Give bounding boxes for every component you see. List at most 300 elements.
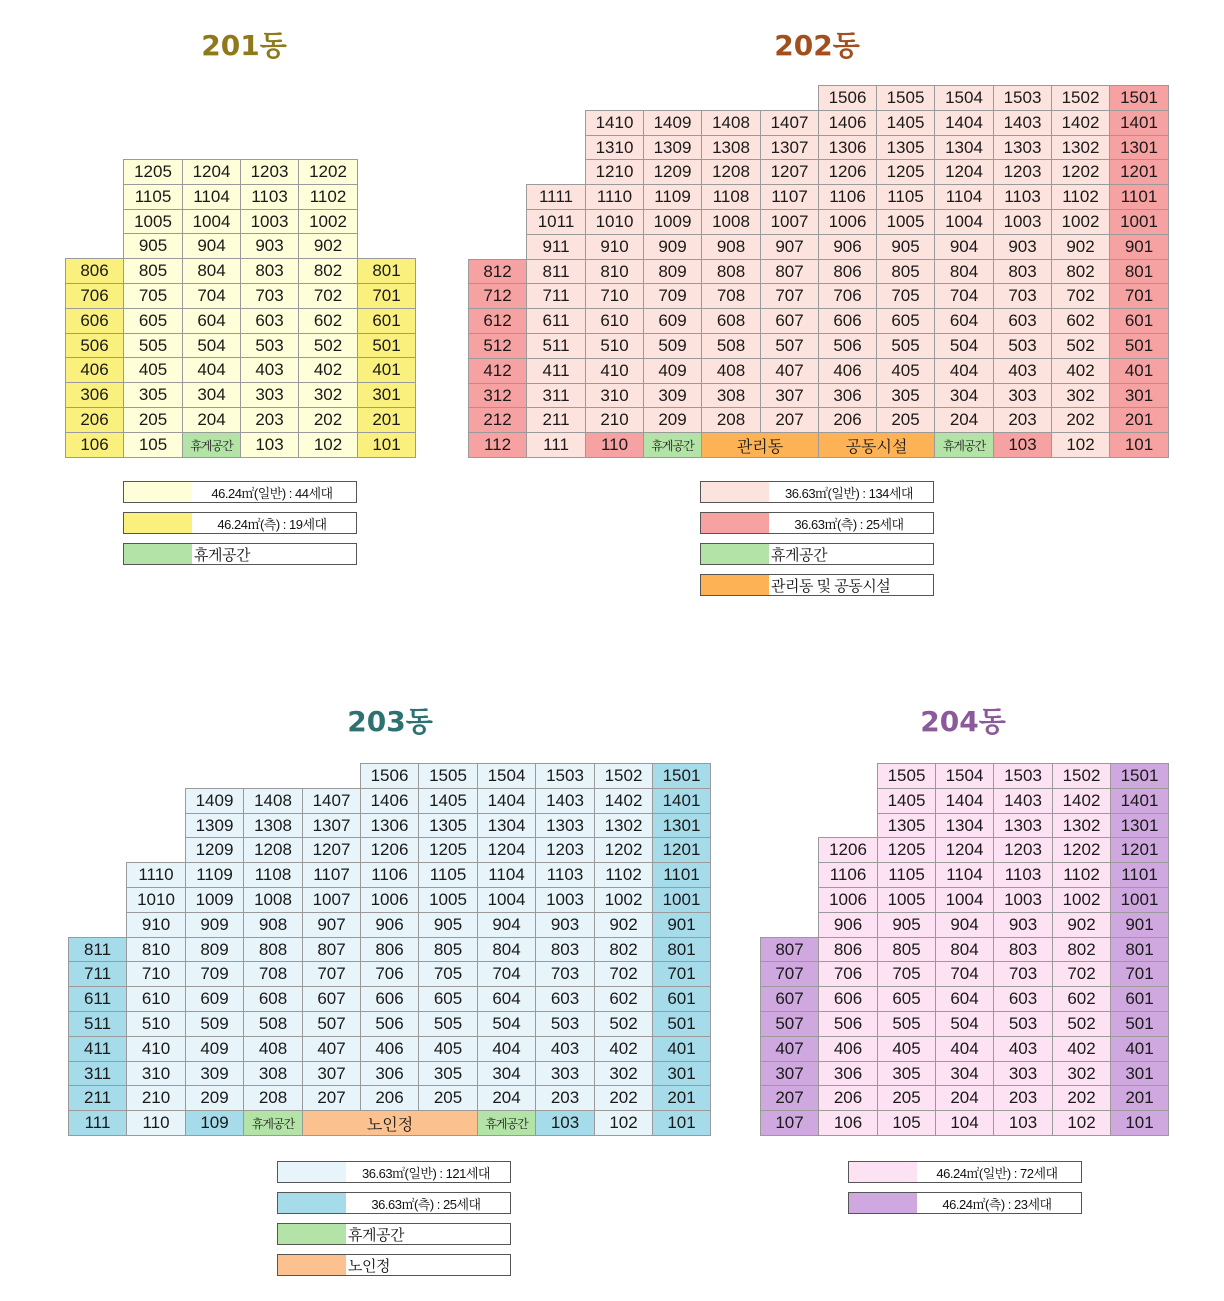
unit-cell: 412: [468, 358, 527, 384]
unit-cell: 1210: [585, 159, 644, 185]
unit-cell: 1006: [360, 887, 419, 913]
unit-cell: 803: [535, 937, 595, 962]
unit-cell: 1203: [993, 837, 1053, 863]
unit-cell: 1206: [360, 837, 419, 863]
unit-cell: 102: [594, 1110, 653, 1136]
unit-cell: 1501: [1110, 763, 1169, 789]
unit-cell: 1402: [594, 788, 653, 814]
unit-cell: 1403: [993, 110, 1052, 136]
unit-cell: 602: [298, 308, 358, 334]
unit-cell: 111: [526, 432, 586, 458]
unit-cell: 1505: [418, 763, 478, 789]
unit-cell: 607: [760, 986, 819, 1012]
unit-cell: 708: [243, 961, 303, 987]
legend-item: [277, 1223, 511, 1245]
unit-cell: 1110: [585, 184, 644, 210]
unit-cell: 403: [240, 357, 299, 383]
unit-cell: 801: [652, 937, 711, 962]
unit-cell: 1103: [993, 184, 1052, 210]
unit-cell: 1403: [535, 788, 595, 814]
unit-cell: 309: [185, 1061, 244, 1086]
unit-cell: 905: [123, 233, 183, 259]
unit-cell: 1005: [877, 887, 936, 913]
unit-cell: 1206: [818, 837, 878, 863]
unit-cell: 704: [935, 961, 994, 987]
unit-cell: 712: [468, 283, 527, 309]
legend-swatch: [701, 575, 769, 595]
unit-cell: 1203: [993, 159, 1052, 185]
unit-cell: 902: [298, 233, 358, 259]
unit-cell: 306: [818, 383, 877, 408]
unit-cell: 105: [123, 432, 183, 458]
unit-cell: 204: [182, 407, 241, 433]
unit-cell: 210: [126, 1085, 186, 1111]
unit-cell: 403: [993, 358, 1052, 384]
unit-cell: 301: [1110, 1061, 1169, 1086]
unit-cell: 402: [1051, 358, 1110, 384]
unit-cell: 801: [1110, 937, 1169, 962]
unit-cell: 602: [1052, 986, 1111, 1012]
unit-cell: 403: [535, 1036, 595, 1062]
unit-cell: 807: [760, 937, 819, 962]
unit-cell: 303: [993, 383, 1052, 408]
unit-cell: 902: [1052, 912, 1111, 938]
unit-cell: 1303: [993, 135, 1052, 160]
unit-cell: 908: [243, 912, 303, 938]
unit-cell: 602: [1051, 308, 1110, 334]
unit-cell: 1009: [185, 887, 244, 913]
unit-cell: 509: [185, 1011, 244, 1037]
unit-cell: 106: [818, 1110, 878, 1136]
unit-cell: 404: [934, 358, 994, 384]
unit-cell: 204: [477, 1085, 536, 1111]
unit-cell: 1505: [876, 85, 935, 111]
facility-cell: 공동시설: [818, 432, 935, 458]
legend-label: 46.24㎡(측) : 23세대: [942, 1196, 1052, 1212]
unit-cell: 1408: [243, 788, 303, 814]
unit-cell: 702: [1051, 283, 1110, 309]
unit-cell: 409: [643, 358, 702, 384]
unit-cell: 805: [876, 259, 935, 284]
legend-swatch: [701, 544, 769, 564]
unit-cell: 508: [243, 1011, 303, 1037]
unit-cell: 307: [760, 383, 819, 408]
unit-cell: 706: [818, 961, 878, 987]
unit-cell: 207: [760, 407, 819, 433]
unit-cell: 404: [477, 1036, 536, 1062]
unit-cell: 1203: [240, 159, 299, 185]
unit-cell: 807: [302, 937, 361, 962]
unit-cell: 510: [126, 1011, 186, 1037]
unit-cell: 1307: [760, 135, 819, 160]
unit-cell: 1502: [594, 763, 653, 789]
unit-cell: 1303: [993, 813, 1053, 838]
unit-cell: 905: [876, 234, 935, 260]
unit-cell: 103: [240, 432, 299, 458]
unit-cell: 1103: [993, 862, 1053, 888]
unit-cell: 1204: [477, 837, 536, 863]
unit-cell: 704: [934, 283, 994, 309]
unit-cell: 1209: [643, 159, 702, 185]
unit-cell: 707: [760, 961, 819, 987]
unit-cell: 1102: [594, 862, 653, 888]
unit-cell: 1306: [818, 135, 877, 160]
unit-cell: 302: [1052, 1061, 1111, 1086]
unit-cell: 901: [652, 912, 711, 938]
unit-cell: 1501: [652, 763, 711, 789]
unit-cell: 102: [1051, 432, 1110, 458]
unit-cell: 906: [818, 912, 878, 938]
unit-cell: 503: [535, 1011, 595, 1037]
unit-cell: 502: [1052, 1011, 1111, 1037]
unit-cell: 404: [935, 1036, 994, 1062]
unit-cell: 206: [65, 407, 124, 433]
legend-item: [848, 1161, 1082, 1183]
unit-cell: 1011: [526, 209, 586, 235]
unit-cell: 609: [643, 308, 702, 334]
unit-cell: 1405: [876, 110, 935, 136]
unit-cell: 1104: [935, 862, 994, 888]
legend-swatch: [124, 482, 192, 502]
unit-cell: 1106: [818, 862, 878, 888]
unit-cell: 1404: [934, 110, 994, 136]
unit-cell: 501: [1110, 1011, 1169, 1037]
legend-label: 관리동 및 공동시설: [771, 577, 891, 595]
unit-cell: 101: [652, 1110, 711, 1136]
unit-cell: 1502: [1051, 85, 1110, 111]
unit-cell: 808: [243, 937, 303, 962]
unit-cell: 904: [477, 912, 536, 938]
building-201-title: 201동: [201, 29, 287, 62]
unit-cell: 503: [993, 333, 1052, 359]
unit-cell: 705: [877, 961, 936, 987]
unit-cell: 1504: [934, 85, 994, 111]
unit-cell: 604: [477, 986, 536, 1012]
unit-cell: 207: [302, 1085, 361, 1111]
unit-cell: 1503: [993, 85, 1052, 111]
unit-cell: 1105: [418, 862, 478, 888]
unit-cell: 901: [1110, 912, 1169, 938]
unit-cell: 401: [1109, 358, 1169, 384]
unit-cell: 104: [935, 1110, 994, 1136]
unit-cell: 812: [468, 259, 527, 284]
unit-cell: 1007: [760, 209, 819, 235]
unit-cell: 410: [126, 1036, 186, 1062]
unit-cell: 203: [240, 407, 299, 433]
unit-cell: 802: [1052, 937, 1111, 962]
unit-cell: 505: [418, 1011, 478, 1037]
unit-cell: 303: [993, 1061, 1053, 1086]
unit-cell: 304: [477, 1061, 536, 1086]
unit-cell: 704: [477, 961, 536, 987]
unit-cell: 1307: [302, 813, 361, 838]
unit-cell: 211: [68, 1085, 127, 1111]
unit-cell: 401: [357, 357, 416, 383]
unit-cell: 1006: [818, 887, 878, 913]
unit-cell: 606: [818, 308, 877, 334]
unit-cell: 1001: [1110, 887, 1169, 913]
unit-cell: 809: [185, 937, 244, 962]
unit-cell: 201: [1110, 1085, 1169, 1111]
unit-cell: 201: [652, 1085, 711, 1111]
legend-swatch: [124, 544, 192, 564]
unit-cell: 604: [934, 308, 994, 334]
unit-cell: 1304: [935, 813, 994, 838]
unit-cell: 501: [357, 333, 416, 358]
unit-cell: 1202: [1051, 159, 1110, 185]
unit-cell: 1002: [1052, 887, 1111, 913]
unit-cell: 411: [68, 1036, 127, 1062]
unit-cell: 710: [126, 961, 186, 987]
unit-cell: 312: [468, 383, 527, 408]
unit-cell: 310: [126, 1061, 186, 1086]
unit-cell: 609: [185, 986, 244, 1012]
unit-cell: 910: [585, 234, 644, 260]
legend-item: [277, 1254, 511, 1276]
unit-cell: 711: [68, 961, 127, 987]
unit-cell: 301: [1109, 383, 1169, 408]
unit-cell: 405: [876, 358, 935, 384]
unit-cell: 804: [477, 937, 536, 962]
building-202-title: 202동: [774, 29, 860, 62]
unit-cell: 1403: [993, 788, 1053, 814]
facility-cell: 휴게공간: [934, 432, 994, 458]
unit-cell: 1409: [643, 110, 702, 136]
unit-cell: 702: [594, 961, 653, 987]
unit-cell: 903: [535, 912, 595, 938]
unit-cell: 806: [818, 937, 878, 962]
unit-cell: 808: [701, 259, 761, 284]
unit-cell: 706: [65, 283, 124, 309]
unit-cell: 902: [594, 912, 653, 938]
unit-cell: 1108: [243, 862, 303, 888]
unit-cell: 505: [876, 333, 935, 359]
unit-cell: 206: [818, 407, 877, 433]
unit-cell: 804: [182, 258, 241, 284]
unit-cell: 107: [760, 1110, 819, 1136]
unit-cell: 1105: [877, 862, 936, 888]
facility-cell: 휴게공간: [243, 1110, 303, 1136]
unit-cell: 505: [123, 333, 183, 358]
unit-cell: 604: [935, 986, 994, 1012]
unit-cell: 903: [240, 233, 299, 259]
unit-cell: 1304: [934, 135, 994, 160]
unit-cell: 1504: [935, 763, 994, 789]
unit-cell: 406: [818, 358, 877, 384]
unit-cell: 402: [594, 1036, 653, 1062]
unit-cell: 306: [65, 382, 124, 408]
unit-cell: 1302: [1051, 135, 1110, 160]
unit-cell: 605: [877, 986, 936, 1012]
unit-cell: 407: [302, 1036, 361, 1062]
unit-cell: 209: [643, 407, 702, 433]
unit-cell: 803: [993, 259, 1052, 284]
unit-cell: 601: [1110, 986, 1169, 1012]
unit-cell: 509: [643, 333, 702, 359]
unit-cell: 909: [185, 912, 244, 938]
unit-cell: 508: [701, 333, 761, 359]
unit-cell: 703: [993, 283, 1052, 309]
legend-label: 46.24㎡(일반) : 72세대: [936, 1165, 1058, 1181]
unit-cell: 805: [877, 937, 936, 962]
unit-cell: 1008: [243, 887, 303, 913]
unit-cell: 1105: [123, 184, 183, 210]
unit-cell: 706: [818, 283, 877, 309]
unit-cell: 709: [643, 283, 702, 309]
unit-cell: 1010: [126, 887, 186, 913]
unit-cell: 203: [993, 407, 1052, 433]
unit-cell: 1309: [643, 135, 702, 160]
unit-cell: 610: [126, 986, 186, 1012]
unit-cell: 1401: [1110, 788, 1169, 814]
unit-cell: 711: [526, 283, 586, 309]
unit-cell: 1108: [701, 184, 761, 210]
unit-cell: 211: [526, 407, 586, 433]
unit-cell: 1503: [535, 763, 595, 789]
unit-cell: 407: [760, 358, 819, 384]
unit-cell: 806: [360, 937, 419, 962]
unit-cell: 1503: [993, 763, 1053, 789]
unit-cell: 710: [585, 283, 644, 309]
legend-swatch: [278, 1162, 346, 1182]
unit-cell: 207: [760, 1085, 819, 1111]
unit-cell: 908: [701, 234, 761, 260]
unit-cell: 201: [1109, 407, 1169, 433]
unit-cell: 511: [526, 333, 586, 359]
unit-cell: 1101: [1109, 184, 1169, 210]
unit-cell: 1308: [243, 813, 303, 838]
unit-cell: 411: [526, 358, 586, 384]
unit-cell: 502: [1051, 333, 1110, 359]
unit-cell: 1104: [477, 862, 536, 888]
unit-cell: 607: [760, 308, 819, 334]
unit-cell: 1004: [182, 209, 241, 234]
unit-cell: 1402: [1051, 110, 1110, 136]
unit-cell: 1208: [701, 159, 761, 185]
unit-cell: 305: [876, 383, 935, 408]
unit-cell: 405: [418, 1036, 478, 1062]
unit-cell: 803: [240, 258, 299, 284]
unit-cell: 1010: [585, 209, 644, 235]
unit-cell: 810: [126, 937, 186, 962]
unit-cell: 504: [477, 1011, 536, 1037]
unit-cell: 1103: [240, 184, 299, 210]
unit-cell: 1002: [594, 887, 653, 913]
unit-cell: 603: [240, 308, 299, 334]
unit-cell: 501: [652, 1011, 711, 1037]
unit-cell: 1204: [934, 159, 994, 185]
unit-cell: 907: [302, 912, 361, 938]
unit-cell: 905: [877, 912, 936, 938]
unit-cell: 1104: [934, 184, 994, 210]
unit-cell: 601: [357, 308, 416, 334]
legend-label: 휴게공간: [194, 546, 250, 564]
unit-cell: 601: [652, 986, 711, 1012]
unit-cell: 304: [935, 1061, 994, 1086]
unit-cell: 702: [1052, 961, 1111, 987]
unit-cell: 1107: [760, 184, 819, 210]
unit-cell: 202: [298, 407, 358, 433]
unit-cell: 1106: [360, 862, 419, 888]
unit-cell: 811: [68, 937, 127, 962]
unit-cell: 902: [1051, 234, 1110, 260]
unit-cell: 1302: [1052, 813, 1111, 838]
unit-cell: 1004: [935, 887, 994, 913]
unit-cell: 202: [1051, 407, 1110, 433]
unit-cell: 804: [935, 937, 994, 962]
unit-cell: 1002: [1051, 209, 1110, 235]
unit-cell: 1401: [652, 788, 711, 814]
unit-cell: 506: [818, 1011, 878, 1037]
unit-cell: 904: [182, 233, 241, 259]
legend-label: 노인정: [348, 1257, 390, 1275]
unit-cell: 205: [418, 1085, 478, 1111]
unit-cell: 1003: [993, 887, 1053, 913]
unit-cell: 704: [182, 283, 241, 309]
unit-cell: 1407: [302, 788, 361, 814]
unit-cell: 408: [243, 1036, 303, 1062]
unit-cell: 806: [65, 258, 124, 284]
unit-cell: 409: [185, 1036, 244, 1062]
legend-label: 휴게공간: [771, 546, 827, 564]
facility-cell: 휴게공간: [182, 432, 241, 458]
unit-cell: 504: [934, 333, 994, 359]
unit-cell: 402: [298, 357, 358, 383]
unit-cell: 401: [652, 1036, 711, 1062]
unit-cell: 706: [360, 961, 419, 987]
legend-item: [700, 512, 934, 534]
unit-cell: 1406: [818, 110, 877, 136]
unit-cell: 705: [876, 283, 935, 309]
unit-cell: 503: [993, 1011, 1053, 1037]
facility-cell: 휴게공간: [643, 432, 702, 458]
unit-cell: 707: [302, 961, 361, 987]
legend-item: [123, 481, 357, 503]
unit-cell: 507: [760, 333, 819, 359]
unit-cell: 1201: [1109, 159, 1169, 185]
legend-item: [277, 1192, 511, 1214]
unit-cell: 201: [357, 407, 416, 433]
unit-cell: 1110: [126, 862, 186, 888]
unit-cell: 601: [1109, 308, 1169, 334]
unit-cell: 705: [123, 283, 183, 309]
unit-cell: 1304: [477, 813, 536, 838]
unit-cell: 701: [652, 961, 711, 987]
facility-cell: 휴게공간: [477, 1110, 536, 1136]
unit-cell: 1501: [1109, 85, 1169, 111]
unit-cell: 502: [298, 333, 358, 358]
facility-cell: 노인정: [302, 1110, 478, 1136]
unit-cell: 1305: [418, 813, 478, 838]
legend-item: [700, 543, 934, 565]
unit-cell: 311: [68, 1061, 127, 1086]
unit-cell: 606: [818, 986, 878, 1012]
unit-cell: 611: [526, 308, 586, 334]
unit-cell: 1004: [934, 209, 994, 235]
unit-cell: 1504: [477, 763, 536, 789]
legend-label: 46.24㎡(일반) : 44세대: [211, 485, 333, 501]
unit-cell: 705: [418, 961, 478, 987]
unit-cell: 1401: [1109, 110, 1169, 136]
unit-cell: 406: [360, 1036, 419, 1062]
unit-cell: 507: [302, 1011, 361, 1037]
unit-cell: 1404: [477, 788, 536, 814]
unit-cell: 1105: [876, 184, 935, 210]
unit-cell: 1306: [360, 813, 419, 838]
unit-cell: 405: [123, 357, 183, 383]
unit-cell: 109: [185, 1110, 244, 1136]
legend-swatch: [278, 1224, 346, 1244]
